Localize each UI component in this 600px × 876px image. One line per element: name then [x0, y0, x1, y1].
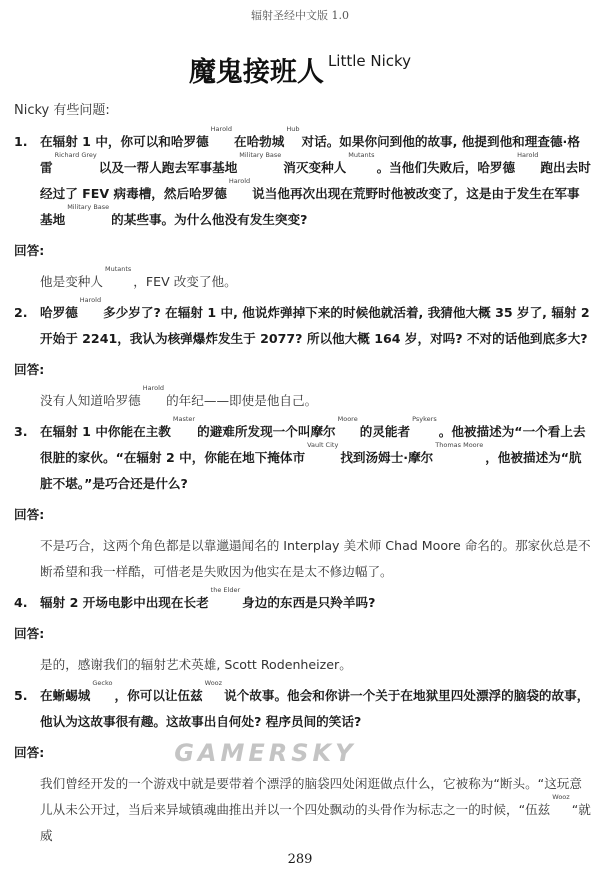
english-gloss: Military Base	[239, 151, 282, 159]
english-gloss: Harold	[79, 296, 102, 304]
text-segment: 多少岁了? 在辐射 1 中, 他说炸弹掉下来的时候他就活着, 我猜他大概 35 岁了, 辐射 2 开始于 2241，我认为核弹爆炸发生于 2077? 所以他大概 164 岁，对吗? 不对的话他到底多大?	[40, 305, 590, 346]
answer-text	[14, 652, 592, 678]
question-item	[14, 125, 592, 233]
answer-label	[14, 502, 592, 528]
text-segment: 说当他再次出现在荒野时他被改变了，这是由于发生在军事基地	[40, 186, 580, 227]
text-segment: 在哈勃城	[233, 134, 285, 149]
english-gloss: the Elder	[210, 586, 241, 594]
english-gloss: Master	[172, 415, 196, 423]
text-segment: 在辐射 1 中，你可以和哈罗德	[40, 134, 209, 149]
text-segment: 在蜥蜴城	[40, 688, 91, 703]
english-gloss: Harold	[210, 125, 232, 133]
intro-text: Nicky 有些问题:	[14, 103, 110, 118]
answer-text	[14, 384, 592, 414]
answer-text	[14, 771, 592, 849]
answer-label	[14, 740, 592, 766]
answer-label-text: 回答:	[14, 626, 45, 641]
english-gloss: Gecko	[92, 679, 113, 687]
question-text	[40, 679, 590, 729]
question-number: 2.	[14, 305, 28, 320]
question-text	[40, 415, 586, 491]
text-segment: 是的，感谢我们的辐射艺术英雄, Scott Rodenheizer。	[40, 657, 352, 672]
watermark: GAMERSKY	[174, 739, 357, 767]
page-number: 289	[287, 852, 313, 867]
running-header: 辐射圣经中文版 1.0	[251, 9, 349, 22]
english-gloss: Moore	[337, 415, 358, 423]
question-number: 5.	[14, 688, 28, 703]
text-segment: 。当他们失败后，哈罗德	[376, 160, 516, 175]
text-segment: ，FEV 改变了他。	[133, 274, 237, 289]
question-item	[14, 679, 592, 735]
text-segment: 辐射 2 开场电影中出现在长老	[40, 595, 209, 610]
question-item	[14, 415, 592, 497]
text-segment: 没有人知道哈罗德	[40, 393, 141, 408]
text-segment: 哈罗德	[40, 305, 78, 320]
text-segment: 的某些事。为什么他没有发生突变?	[111, 212, 308, 227]
question-number: 4.	[14, 595, 28, 610]
english-gloss: Wooz	[552, 793, 570, 801]
question-text	[40, 586, 376, 610]
answer-label-text: 回答:	[14, 362, 45, 377]
text-segment: 的灵能者	[359, 424, 411, 439]
english-gloss: Harold	[142, 384, 165, 392]
english-gloss: Thomas Moore	[435, 441, 484, 449]
text-segment: “就威	[40, 802, 591, 843]
title-english: Little Nicky	[327, 52, 412, 70]
english-gloss: Harold	[517, 151, 539, 159]
text-segment: 的年纪——即使是他自己。	[166, 393, 318, 408]
english-gloss: Military Base	[67, 203, 110, 211]
page-title	[0, 50, 600, 89]
answer-label-text: 回答:	[14, 745, 45, 760]
text-segment: 消灭变种人	[283, 160, 347, 175]
english-gloss: Harold	[228, 177, 251, 185]
question-number: 3.	[14, 424, 28, 439]
question-number: 1.	[14, 134, 28, 149]
english-gloss: Mutants	[104, 265, 132, 273]
text-segment: ，你可以让伍兹	[114, 688, 203, 703]
answer-label	[14, 621, 592, 647]
answer-label-text: 回答:	[14, 507, 45, 522]
text-segment: ，他被描述为“肮脏不堪。”是巧合还是什么?	[40, 450, 582, 491]
answer-text	[14, 533, 592, 585]
english-gloss: Wooz	[204, 679, 223, 687]
text-segment: 以及一帮人跑去军事基地	[98, 160, 238, 175]
english-gloss: Vault City	[307, 441, 339, 449]
title-chinese: 魔鬼接班人	[188, 57, 324, 88]
text-segment: 对话。如果你问到他的故事, 他提到他和理查德·格雷	[40, 134, 580, 175]
text-segment: 身边的东西是只羚羊吗?	[242, 595, 376, 610]
text-segment: 不是巧合，这两个角色都是以靠邋遢闻名的 Interplay 美术师 Chad Moore 命名的。那家伙总是不断希望和我一样酷，可惜老是失败因为他实在是太不修边幅了。	[40, 538, 591, 579]
question-text	[40, 125, 591, 227]
text-segment: 说个故事。他会和你讲一个关于在地狱里四处漂浮的脑袋的故事，他认为这故事很有趣。这故事出自何处? 程序员间的笑话?	[40, 688, 590, 729]
text-segment: 我们曾经开发的一个游戏中就是要带着个漂浮的脑袋四处闲逛做点什么，它被称为“断头。“这玩意儿从未公开过，当后来异域镇魂曲推出并以一个四处飘动的头骨作为标志之一的时候，“伍兹	[40, 776, 582, 817]
english-gloss: Hub	[286, 125, 300, 133]
text-segment: 在辐射 1 中你能在主教	[40, 424, 171, 439]
text-segment: 的避难所发现一个叫摩尔	[197, 424, 336, 439]
answer-label	[14, 238, 592, 264]
document-body	[14, 98, 592, 854]
answer-label-text: 回答:	[14, 243, 45, 258]
text-segment: 找到汤姆士·摩尔	[340, 450, 434, 465]
english-gloss: Richard Grey	[54, 151, 97, 159]
text-segment: 。他被描述为“一个看上去很脏的家伙。“在辐射 2 中，你能在地下掩体市	[40, 424, 586, 465]
question-item	[14, 296, 592, 352]
answer-text	[14, 265, 592, 295]
english-gloss: Mutants	[348, 151, 375, 159]
text-segment: 他是变种人	[40, 274, 103, 289]
english-gloss: Psykers	[412, 415, 437, 423]
text-segment: 跑出去时经过了 FEV 病毒槽，然后哈罗德	[40, 160, 591, 201]
question-text	[40, 296, 590, 346]
answer-label	[14, 357, 592, 383]
question-item	[14, 586, 592, 616]
